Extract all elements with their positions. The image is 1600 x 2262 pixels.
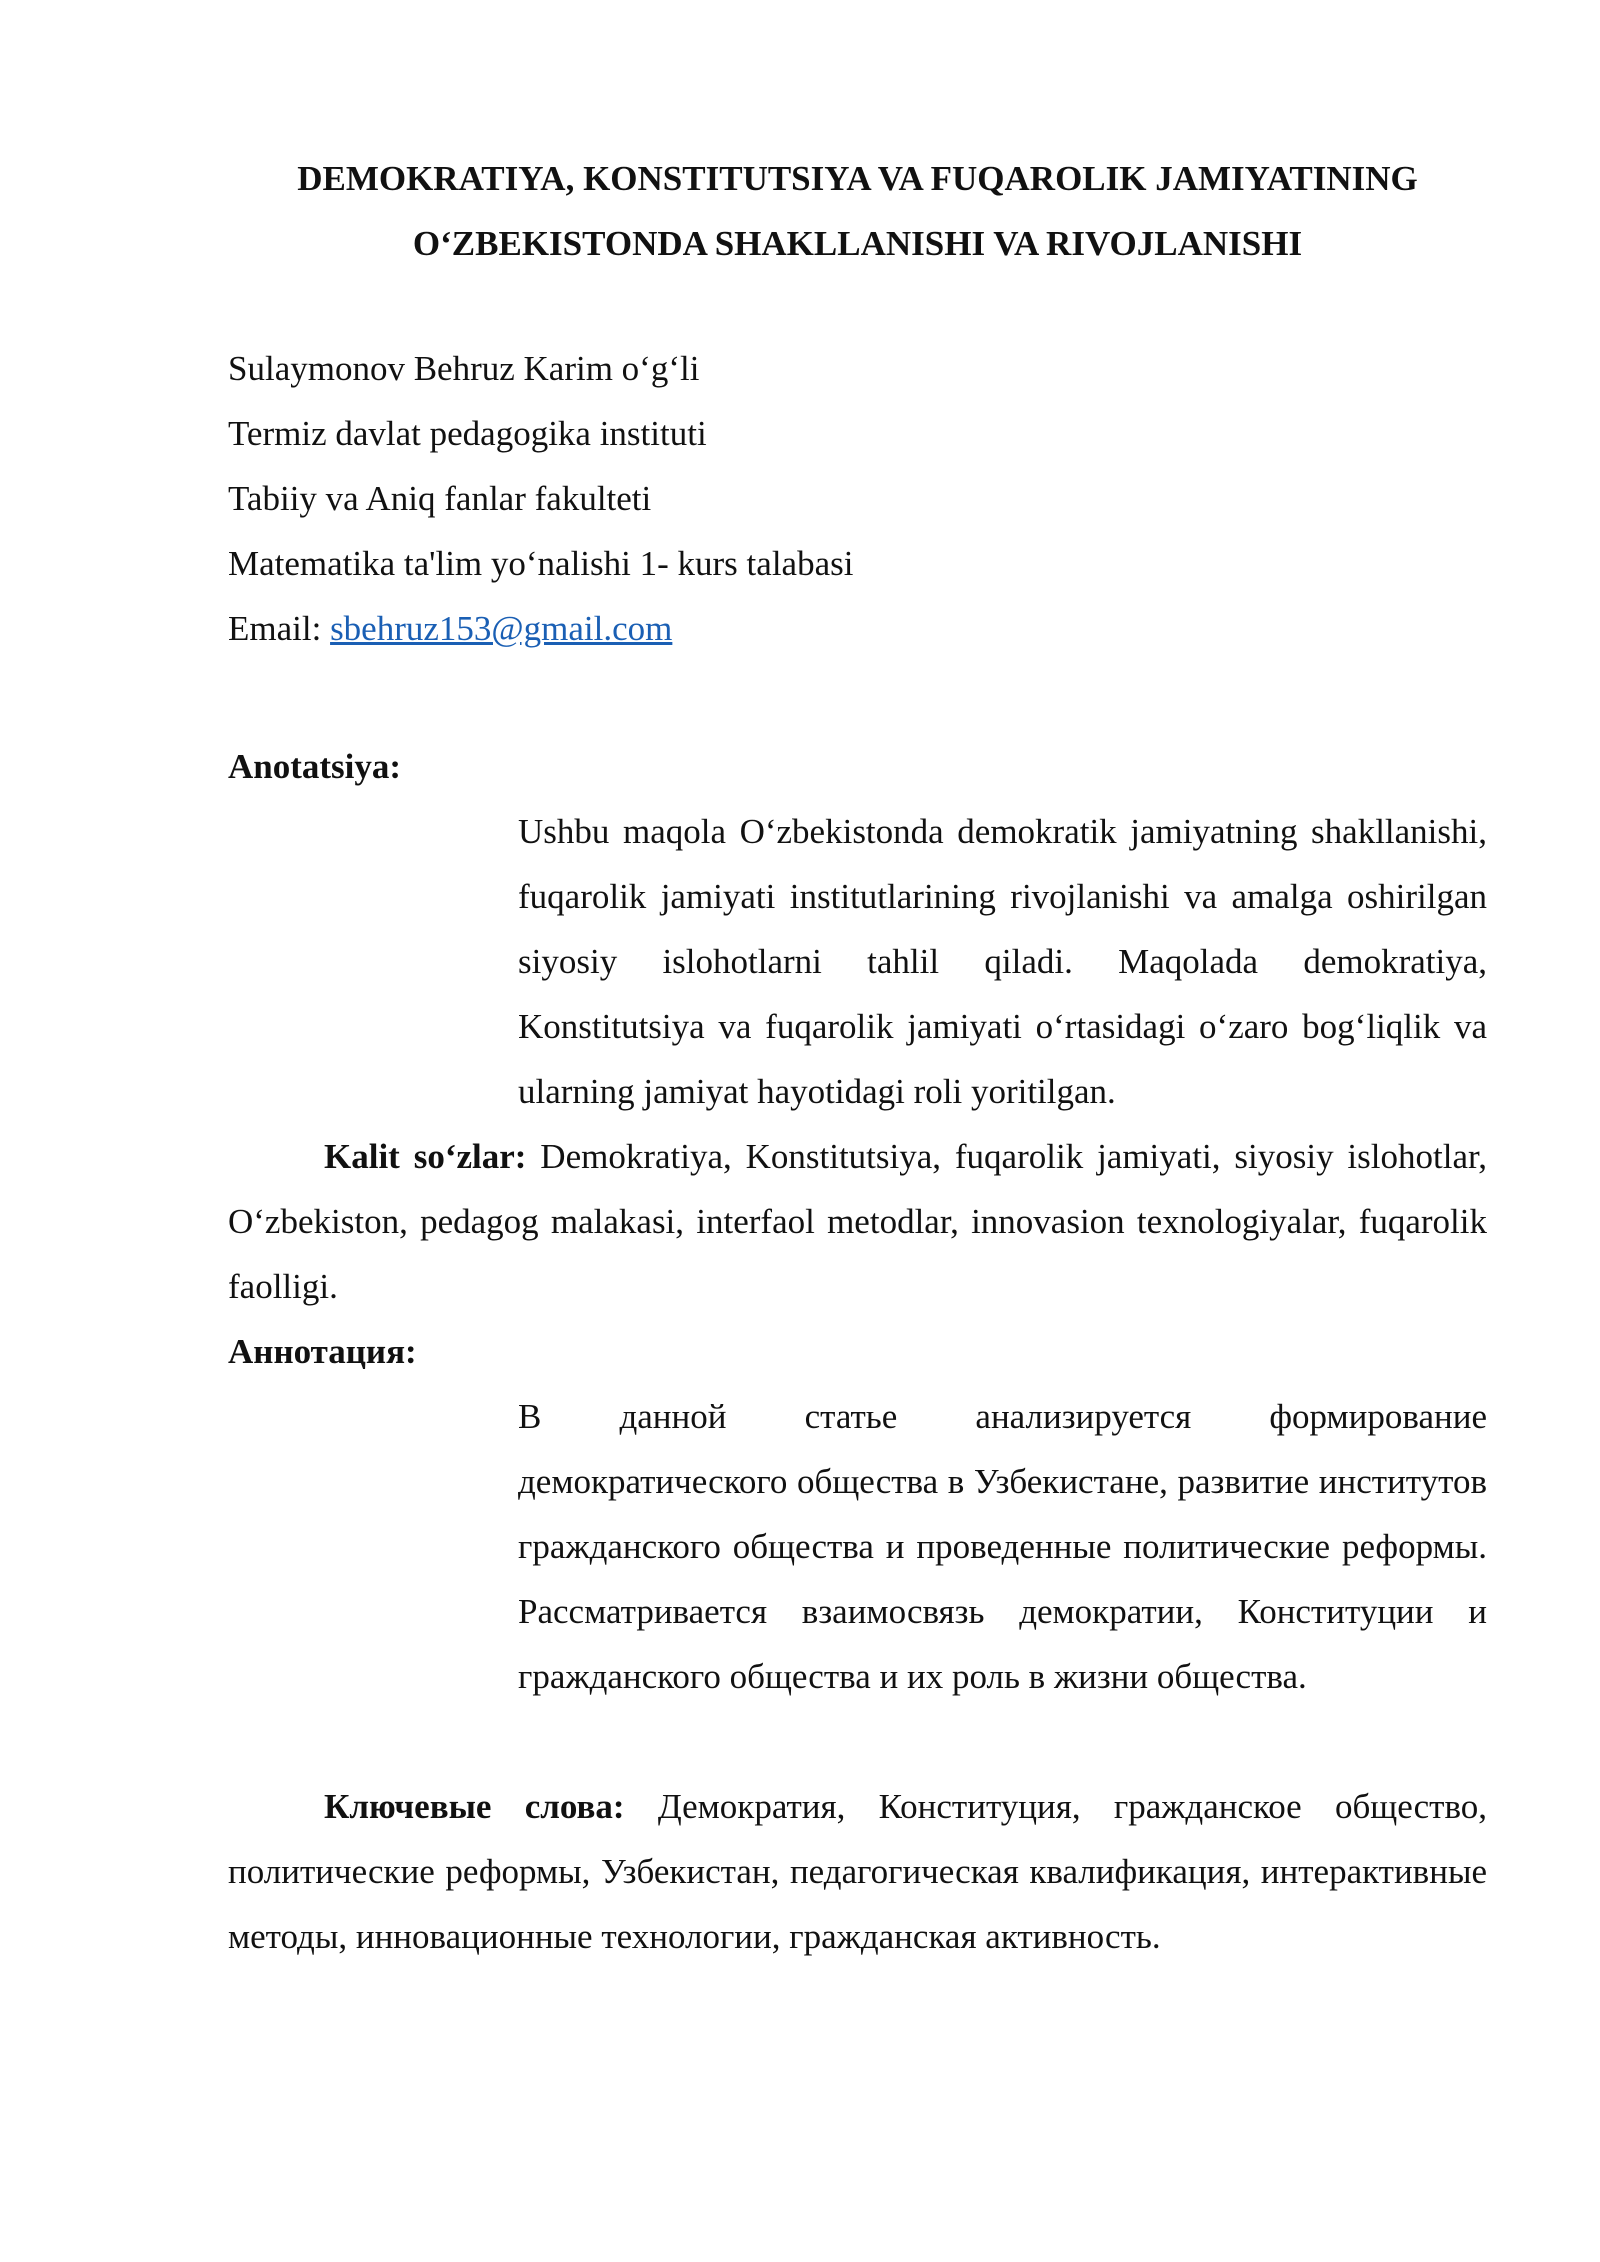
author-info: [228, 336, 853, 661]
keywords-uz: [228, 1124, 1487, 1319]
email-label: Email:: [228, 609, 331, 648]
author-faculty: Tabiiy va Aniq fanlar fakulteti: [228, 479, 652, 518]
title-line-2: O‘ZBEKISTONDA SHAKLLANISHI VA RIVOJLANISHI: [412, 224, 1303, 263]
abstract-ru-text: В данной статье анализируется формирование демократического общества в Узбекистане, развитие институтов гражданского общества и проведенные политические реформы. Рассматривается взаимосвязь демократии, Конституции и гражданского общества и их роль в жизни общества.: [518, 1397, 1487, 1696]
abstract-ru-heading: Аннотация:: [228, 1332, 417, 1371]
keywords-ru-label: Ключевые слова:: [324, 1787, 625, 1826]
paper-title: [228, 146, 1487, 276]
title-line-1: DEMOKRATIYA, KONSTITUTSIYA VA FUQAROLIK JAMIYATINING: [297, 159, 1418, 198]
keywords-ru: [228, 1774, 1487, 1969]
author-name: Sulaymonov Behruz Karim o‘g‘li: [228, 349, 700, 388]
abstract-uz-heading: Anotatsiya:: [228, 747, 402, 786]
author-institution: Termiz davlat pedagogika instituti: [228, 414, 707, 453]
keywords-ru-list: Демократия, Конституция, гражданское общество, политические реформы, Узбекистан, педагогическая квалификация, интерактивные методы, инновационные технологии, гражданская активность.: [228, 1787, 1487, 1956]
author-program: Matematika ta'lim yo‘nalishi 1- kurs talabasi: [228, 544, 854, 583]
keywords-uz-label: Kalit so‘zlar:: [324, 1137, 527, 1176]
keywords-uz-list: Demokratiya, Konstitutsiya, fuqarolik jamiyati, siyosiy islohotlar, O‘zbekiston, pedagog malakasi, interfaol metodlar, innovasion texnologiyalar, fuqarolik faolligi.: [228, 1137, 1487, 1306]
author-email-line: [228, 596, 853, 661]
abstract-uz-text: Ushbu maqola O‘zbekistonda demokratik jamiyatning shakllanishi, fuqarolik jamiyati institutlarining rivojlanishi va amalga oshirilgan siyosiy islohotlarni tahlil qiladi. Maqolada demokratiya, Konstitutsiya va fuqarolik jamiyati o‘rtasidagi o‘zaro bog‘liqlik va ularning jamiyat hayotidagi roli yoritilgan.: [518, 812, 1487, 1111]
email-link[interactable]: sbehruz153@gmail.com: [330, 609, 673, 648]
